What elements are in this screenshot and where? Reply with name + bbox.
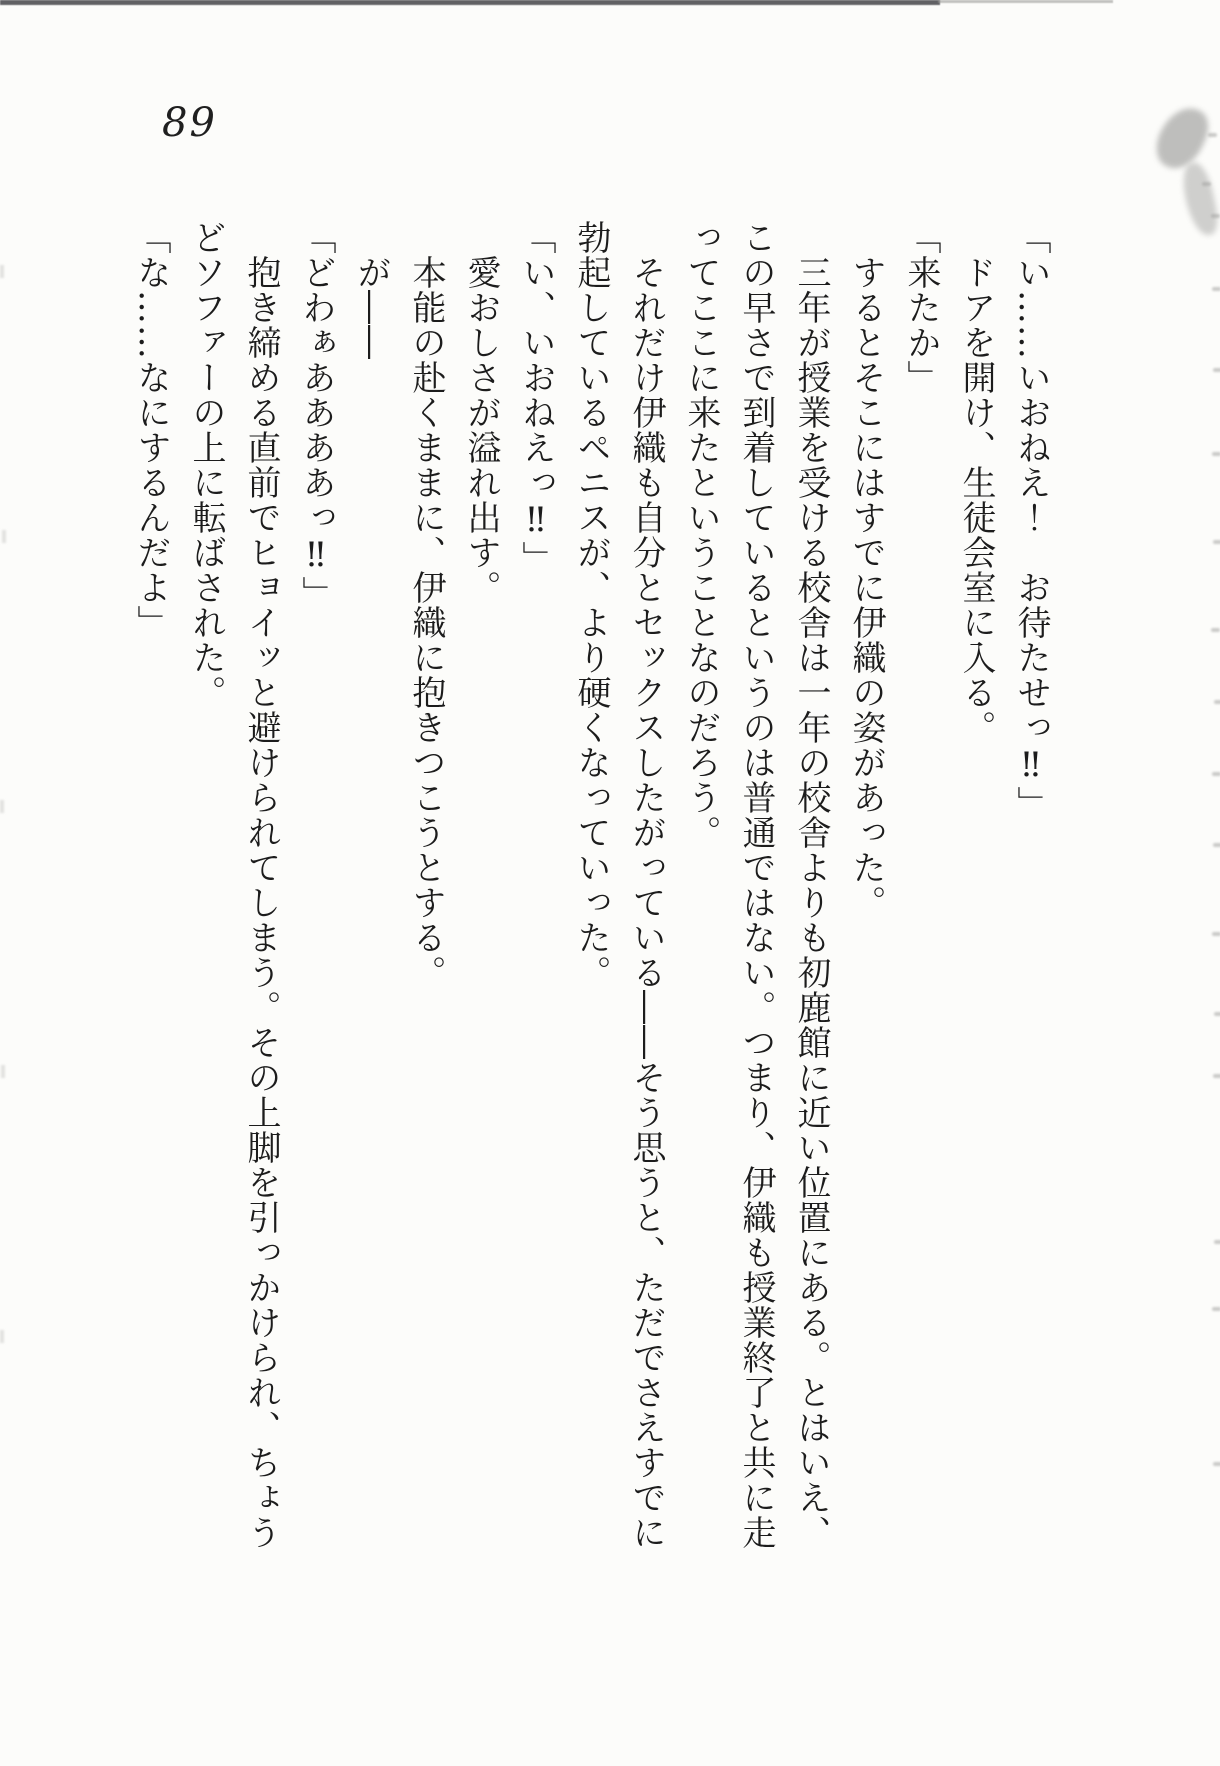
scan-speck [1214,1012,1220,1016]
scan-speck [1213,843,1220,847]
scan-artifact-top-edge [0,0,940,5]
scan-speck [1213,1074,1220,1078]
scan-speck [1212,287,1220,291]
text-line-01: 「い……いおねえ！ お待たせっ‼」 [1011,220,1051,821]
scan-speck [1214,700,1220,704]
text-line-17: 「な……なにするんだよ」 [131,220,171,640]
scan-speck [0,800,4,813]
text-line-13: が―― [351,255,391,360]
scan-speck [1212,772,1220,776]
text-line-05: 三年が授業を受ける校舎は一年の校舎よりも初鹿館に近い位置にある。とはいえ、 [791,255,831,1550]
scan-smudge [1179,160,1220,238]
scan-speck [1212,1307,1220,1311]
scan-artifact-top-edge-light [938,0,1113,3]
scan-speck [1213,1462,1220,1466]
scan-speck [1212,452,1220,456]
page-number: 89 [162,100,217,146]
text-line-15: 抱き締める直前でヒョイッと避けられてしまう。その上脚を引っかけられ、ちょう [241,255,281,1550]
scan-speck [1211,214,1220,218]
text-line-07: ってここに来たということなのだろう。 [681,220,721,850]
text-line-04: するとそこにはすでに伊織の姿があった。 [846,255,886,920]
scan-speck [2,530,6,543]
scan-speck [1,1065,5,1078]
text-line-02: ドアを開け、生徒会室に入る。 [956,255,996,745]
scan-speck [0,1330,4,1343]
text-line-09: 勃起しているペニスが、より硬くなっていった。 [571,220,611,990]
text-line-08: それだけ伊織も自分とセックスしたがっている――そう思うと、ただでさえすでに [626,255,666,1550]
scan-speck [1213,368,1220,372]
text-line-10: 「い、いおねえっ‼」 [516,220,556,576]
scan-speck [1208,133,1217,137]
scan-speck [1211,628,1220,632]
scan-speck [1214,1240,1220,1244]
body-text [121,220,1058,1612]
text-line-14: 「どわぁああああっ‼」 [296,220,336,611]
text-line-11: 愛おしさが溢れ出す。 [461,255,501,605]
text-line-06: この早さで到着しているというのは普通ではない。つまり、伊織も授業終了と共に走 [736,220,776,1550]
scan-speck [1212,932,1220,936]
scan-speck [0,265,4,278]
text-line-12: 本能の赴くままに、伊織に抱きつこうとする。 [406,255,446,990]
scan-smudge [1149,100,1215,176]
text-line-16: どソファーの上に転ばされた。 [186,220,226,710]
scan-speck [1213,540,1220,544]
scan-speck [1202,182,1211,186]
text-line-03: 「来たか」 [901,220,941,395]
